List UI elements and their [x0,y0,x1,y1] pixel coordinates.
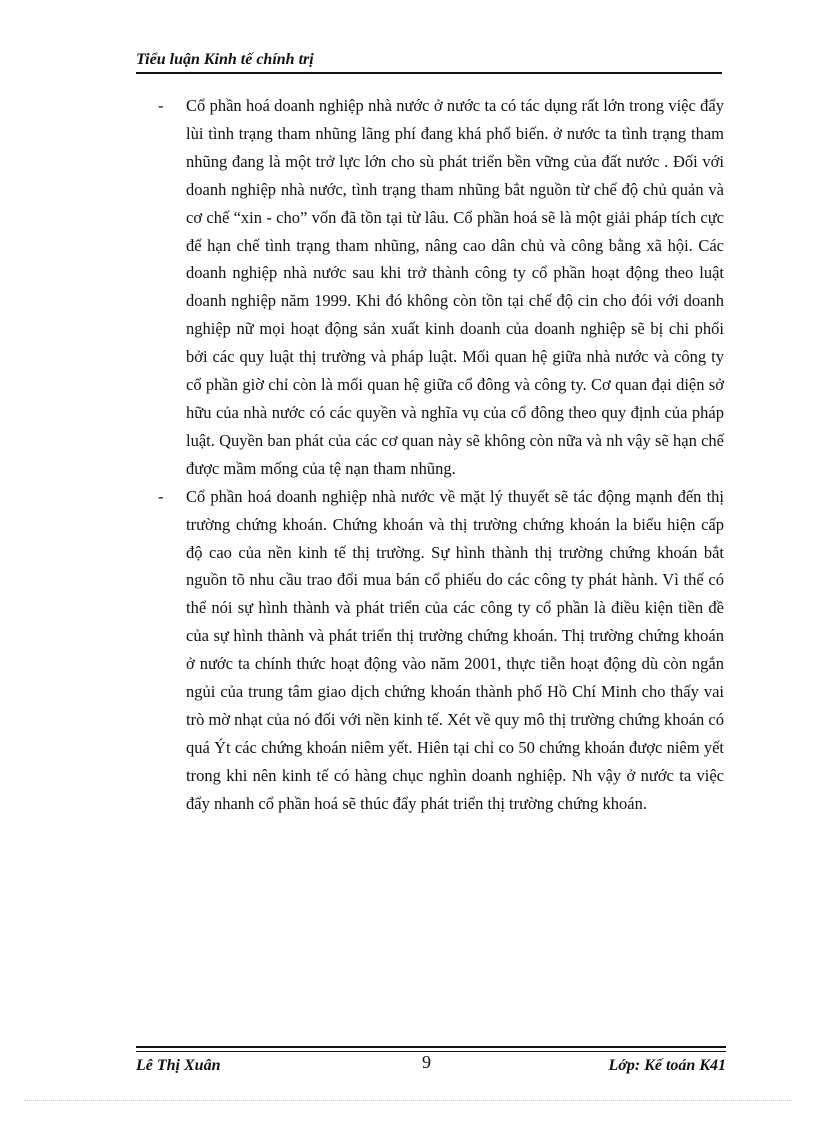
page-footer [136,1046,726,1086]
page-number: 9 [422,1052,431,1072]
bullet-paragraph: Cổ phần hoá doanh nghiệp nhà nước ở nước ta có tác dụng rất lớn trong việc đẩy lùi tình trạng tham nhũng lãng phí đang khá phổ biến. ở nước ta tình trạng tham nhũng đang là một trở lực lớn cho sù phát triển bền vững của đất nước . Đối với doanh nghiệp nhà nước, tình trạng tham nhũng bắt nguồn từ chế độ chủ quản và cơ chế “xin - cho” vốn đã tồn tại từ lâu. Cổ phần hoá sẽ là một giải pháp tích cực để hạn chế tình trạng tham nhũng, nâng cao dân chủ và công bằng xã hội. Các doanh nghiệp nhà nước sau khi trở thành công ty cổ phần hoạt động theo luật doanh nghiệp năm 1999. Khi đó không còn tồn tại chế độ cin cho đói với doanh nghiệp nữ mọi hoạt động sản xuất kinh doanh của doanh nghiệp sẽ bị chi phối bởi các quy luật thị trường và pháp luật. Mối quan hệ giữa nhà nước và công ty cổ phần giờ chỉ còn là mối quan hệ giữa cổ đông và công ty. Cơ quan đại diện sở hữu của nhà nước có các quyền và nghĩa vụ của cổ đông theo quy định của pháp luật. Quyền ban phát của các cơ quan này sẽ không còn nữa và nh vậy sẽ hạn chế được mầm mống của tệ nạn tham nhũng. [186,96,724,478]
bullet-paragraph: Cổ phần hoá doanh nghiệp nhà nước về mặt lý thuyết sẽ tác động mạnh đến thị trường chứng khoán. Chứng khoán và thị trường chứng khoán la biểu hiện cấp độ cao của nền kinh tế thị trường. Sự hình thành thị trường chứng khoán bắt nguồn tõ nhu cầu trao đổi mua bán cổ phiếu do các công ty phát hành. Vì thế có thể nói sự hình thành và phát triển của các công ty cổ phần là điều kiện tiền đề của sự hình thành và phát triển thị trường chứng khoán. Thị trường chứng khoán ở nước ta chính thức hoạt động vào năm 2001, thực tiễn hoạt động dù còn ngắn ngủi của trung tâm giao dịch chứng khoán thành phố Hồ Chí Minh cho thấy vai trò mờ nhạt của nó đối với nền kinh tế. Xét về quy mô thị trường chứng khoán có quá Ýt các chứng khoán niêm yết. Hiên tại chỉ co 50 chứng khoán được niêm yết trong khi nên kinh tế có hàng chục nghìn doanh nghiệp. Nh vậy ở nước ta việc đẩy nhanh cổ phần hoá sẽ thúc đẩy phát triển thị trường chứng khoán. [186,486,724,813]
bullet-marker: - [158,96,164,115]
body-content [158,92,724,818]
header-title: Tiểu luận Kinh tế chính trị [136,51,314,68]
bullet-item [158,483,724,818]
footer-author: Lê Thị Xuân [136,1057,221,1074]
footer-rule [136,1046,726,1048]
bullet-item [158,92,724,483]
page-header [136,50,722,74]
page-edge-divider [24,1100,792,1101]
header-rule [136,72,722,74]
bullet-marker: - [158,486,164,506]
footer-rule-thin [136,1051,726,1052]
footer-class: Lớp: Kế toán K41 [608,1057,726,1074]
